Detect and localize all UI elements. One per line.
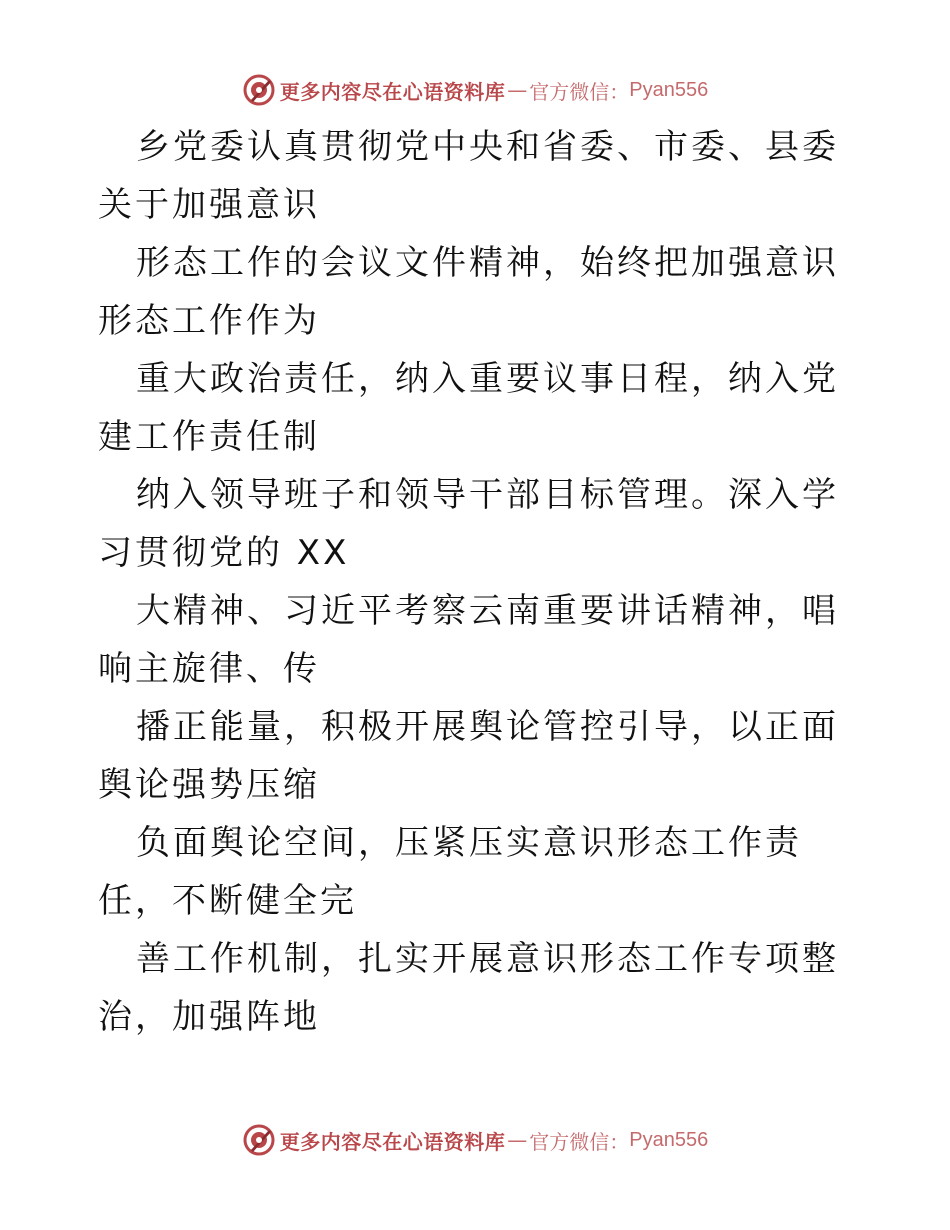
header-wechat-label: 官方微信： xyxy=(529,79,630,104)
footer-wechat-label: 官方微信： xyxy=(529,1129,630,1154)
paragraph: 重大政治责任，纳入重要议事日程，纳入党建工作责任制 xyxy=(98,359,839,457)
pen-logo-icon xyxy=(242,1123,276,1157)
paragraph: 形态工作的会议文件精神，始终把加强意识形态工作作为 xyxy=(98,243,839,341)
pen-logo-icon xyxy=(242,73,276,107)
footer-wechat-handle: Pyan556 xyxy=(629,1128,709,1151)
paragraph: 播正能量，积极开展舆论管控引导，以正面舆论强势压缩 xyxy=(98,707,839,805)
footer-separator: — xyxy=(507,1128,528,1152)
paragraph: 负面舆论空间，压紧压实意识形态工作责任，不断健全完 xyxy=(98,823,802,921)
paragraph: 纳入领导班子和领导干部目标管理。深入学习贯彻党的 XX xyxy=(98,475,839,573)
paragraph: 大精神、习近平考察云南重要讲话精神，唱响主旋律、传 xyxy=(98,591,839,689)
header-banner xyxy=(0,70,950,110)
header-separator: — xyxy=(507,78,528,102)
paragraph: 善工作机制，扎实开展意识形态工作专项整治，加强阵地 xyxy=(98,939,839,1037)
footer-brand-text: 更多内容尽在心语资料库 xyxy=(279,1129,506,1154)
paragraph: 乡党委认真贯彻党中央和省委、市委、县委关于加强意识 xyxy=(98,127,839,225)
footer-banner xyxy=(0,1120,950,1160)
header-wechat-handle: Pyan556 xyxy=(629,78,709,101)
document-body xyxy=(98,118,858,1046)
header-brand-text: 更多内容尽在心语资料库 xyxy=(279,79,506,104)
